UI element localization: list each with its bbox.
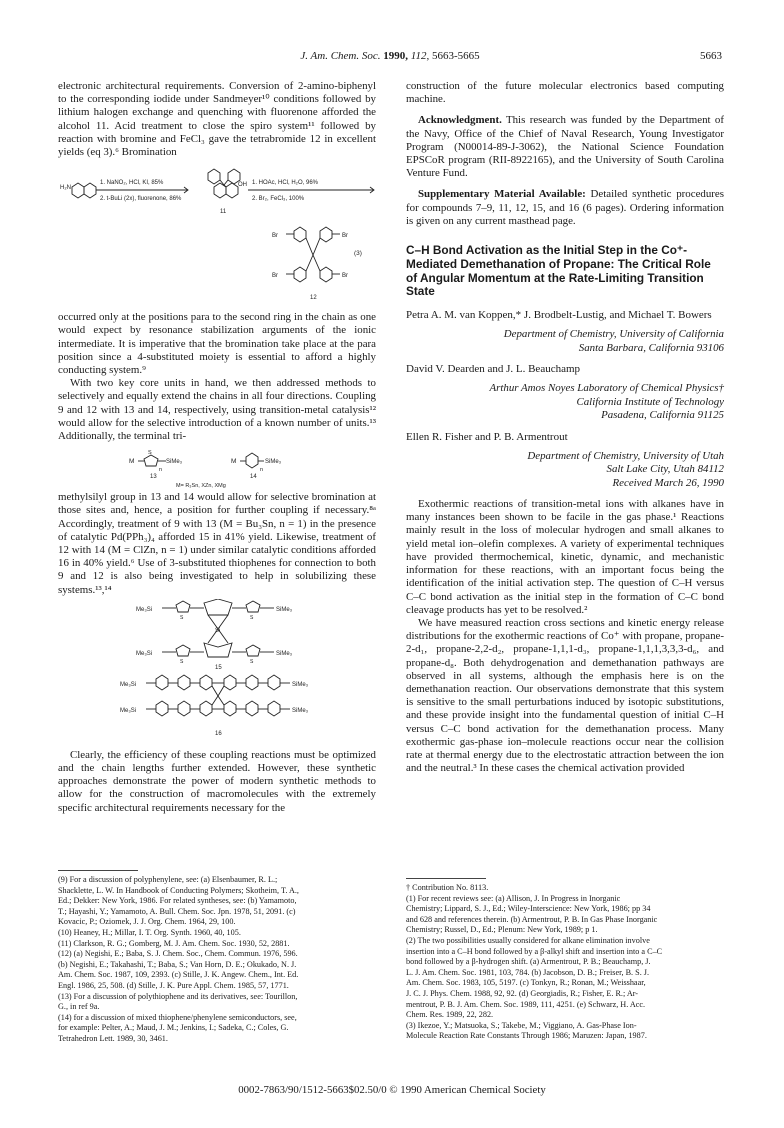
left-para-5: Clearly, the efficiency of these coupling reactions must be optimized and the chain lengths further extended. However, these synthetic approaches demonstrate the power of modern synthetic methods to allow for the construction of macromolecules with the extremely specific architectural requirements necessary for the [58,748,376,814]
footnote-line: mentrout, P. B. J. Am. Chem. Soc. 1989, 111, 4251. (e) Schwarz, H. Acc. [406,999,646,1009]
left-para-2: occurred only at the positions para to the second ring in the chain as one would expect by resonance stabilization arguments of the ionic intermediate. It is imperative that the bromination take place at the para position since a 4-substituted moiety is essential to afford a highly conducting system.⁹ [58,311,376,377]
tetrabromide-12 [58,219,376,311]
page-footer: 0002-7863/90/1512-5663$02.50/0 © 1990 American Chemical Society [238,1084,546,1096]
acknowledgment [406,114,724,180]
affiliation-1 [406,328,724,355]
affil2-line-a: Arthur Amos Noyes Laboratory of Chemical Physics† [489,382,724,395]
footnote-line: (3) Ikezoe, Y.; Matsuoka, S.; Takebe, M.; Viggiano, A. Gas-Phase Ion- [406,1020,637,1030]
footnote-line: (1) For recent reviews see: (a) Allison, J. In Progress in Inorganic [406,893,621,903]
oh-label: OH [238,182,247,189]
m-label-13: M [129,458,135,466]
footnote-line: Chemistry; Russel, D., Ed.; Plenum: New York, 1989; p 1. [406,925,598,935]
m-definition: M= R₃Sn, XZn, XMg [176,483,226,490]
footnote-line: Chemistry; Lippard, S. J., Ed.; Wiley-Interscience: New York, 1986; pp 34 [406,904,651,914]
footnote-line: Chem. Res. 1989, 22, 282. [406,1010,494,1020]
structures-drawing [58,599,376,747]
journal-citation: J. Am. Chem. Soc. 1990, 112, 5663-5665 [300,50,480,62]
ack-text: This research was funded by the Department of the Navy, Office of the Chief of Naval Research, Young Investigator Program (N00014-89-J-3062), the National Science Foundation EPSCoR program (RII-8922165), and the University of South Carolina Venture Fund. [406,114,724,180]
supp-label: Supplementary Material Available: [418,188,586,201]
page-number: 5663 [700,50,722,62]
footnote-line: insertion into a C–H bond followed by a β-alkyl shift and insertion into a C–C [406,946,663,956]
sime3-label-16b: SiMe₃ [292,707,309,714]
footnote-line: (9) For a discussion of polyphenylene, see: (a) Elsenbaumer, R. L.; [58,875,278,884]
footnote-line: bond followed by a β-hydrogen shift. (a) Armentrout, P. B.; Beauchamp, J. [406,957,651,967]
affil2-line-b: California Institute of Technology [576,395,724,408]
structure-15-16 [58,599,376,747]
tetrabromide-drawing [58,219,376,311]
left-para-3: With two key core units in hand, we then addressed methods to selectively and equally extend the chains in all four directions. Coupling 9 and 12 with 13 and 14, respectively, using transition-metal catalysis¹² would allow for the selective introduction of a known number of units.¹³ Additionally, the terminal tri- [58,377,376,443]
left-para-4: methylsilyl group in 13 and 14 would allow for selective bromination at those sites and, hence, a position for further coupling if necessary.⁸ᵃ Accordingly, treatment of 9 with 13 (M = Bu₃Sn, n = 1) in the presence of catalytic Pd(PPh₃)₄ afforded 15 in 41% yield. Likewise, treatment of 12 with 14 (M = ClZn, n = 1) under similar catalytic conditions afforded 16 in 40% yield.⁶ Use of 3-substituted thiophenes for connection to both 9 and 12 is also being investigated to help in solubilizing these systems.¹³,¹⁴ [58,491,376,596]
footnote-line: (b) Negishi, E.; Takahashi, T.; Baba, S.; Van Horn, D. E.; Okukado, N. J. [58,959,297,969]
step1b-label: 2. t-BuLi (2x), fluorenone, 86% [100,196,182,203]
right-footnotes [406,883,724,1042]
reaction-scheme [58,163,376,217]
left-footnotes [58,875,376,1045]
m-label-14: M [231,458,237,466]
footnote-line: T.; Hayashi, Y.; Yamamoto, A. Bull. Chem. Soc. Jpn. 1978, 51, 2091. (c) [58,906,296,916]
footnote-line: L. J. Am. Chem. Soc. 1981, 103, 784. (b) Jacobson, D. B.; Freiser, B. S. J. [406,967,650,977]
supplementary-material [406,188,724,228]
me3si-label-16a: Me₃Si [120,681,137,688]
footnote-line: † Contribution No. 8113. [406,883,489,892]
footnote-line: Shacklette, L. W. In Handbook of Conducting Polymers; Skotheim, T. A., [58,885,299,895]
right-column [406,80,724,775]
equation-number: (3) [354,250,362,258]
sime3-label-15b: SiMe₃ [276,650,293,657]
affiliation-2 [406,382,724,422]
footnote-rule-left [58,870,138,871]
footnote-line: and 628 and references therein. (b) Armentrout, P. B. In Gas Phase Inorganic [406,914,658,924]
ack-label: Acknowledgment. [418,114,502,127]
footnote-line: (13) For a discussion of polythiophene and its derivatives, see: Tourillon, [58,991,298,1001]
authors-3: Ellen R. Fisher and P. B. Armentrout [406,430,568,443]
br-label-3: Br [272,273,278,280]
br-label-1: Br [272,233,278,240]
received-date: Received March 26, 1990 [612,476,724,489]
label-11: 11 [220,209,227,216]
footnote-line: Am. Chem. Soc. 1987, 109, 2393. (c) Stille, J. K. Angew. Chem., Int. Ed. [58,970,299,980]
step1a-label: 1. NaNO₂, HCl, KI, 85% [100,180,164,187]
right-para-1: construction of the future molecular electronics based computing machine. [406,80,724,106]
affil3-line-a: Department of Chemistry, University of Utah [527,449,724,462]
step2a-label: 1. HOAc, HCl, H₂O, 96% [252,180,319,187]
affil2-line-c: Pasadena, California 91125 [601,409,724,422]
n-label-14: n [260,467,264,474]
label-14: 14 [250,474,257,481]
article-title: C–H Bond Activation as the Initial Step in the Co⁺-Mediated Demethanation of Propane: The Critical Role of Angular Momentum at the Rate-Limiting Transition State [406,243,711,299]
affil1-line-a: Department of Chemistry, University of California [503,328,724,341]
sime3-label-14: SiMe₃ [265,459,282,466]
footnote-line: Am. Chem. Soc. 1983, 105, 5197. (c) Tonkyn, R.; Ronan, M.; Weisshaar, [406,978,646,988]
nh2-label: H₂N [60,185,71,192]
footnote-line: (11) Clarkson, R. G.; Gomberg, M. J. Am. Chem. Soc. 1930, 52, 2881. [58,938,290,948]
br-label-2: Br [342,233,348,240]
br-label-4: Br [342,273,348,280]
left-para-1: electronic architectural requirements. Conversion of 2-amino-biphenyl to the corresponding iodide under Sandmeyer¹⁰ conditions followed by lithium halogen exchange and quenching with fluorenone afforded the alcohol 11. Acid treatment to close the spiro system¹¹ followed by reaction with bromine and FeCl₃ gave the tetrabromide 12 in excellent yields (eq 3).⁶ Bromination [58,80,376,159]
footnote-line: for example: Pelter, A.; Maud, J. M.; Jenkins, I.; Sadeka, C.; Coles, G. [58,1023,289,1033]
reagents-drawing [58,445,376,489]
footnote-line: (14) for a discussion of mixed thiophene/phenylene semiconductors, see, [58,1012,297,1022]
s-label-15c: S [180,658,184,665]
footnote-line: Tetrahedron Lett. 1989, 30, 3461. [58,1033,168,1043]
left-column [58,80,376,815]
footnote-rule-right [406,878,486,879]
authors-2: David V. Dearden and J. L. Beauchamp [406,363,581,376]
scheme-drawing [58,163,376,217]
right-body-2: We have measured reaction cross sections and kinetic energy release distributions for the exothermic reactions of Co⁺ with propane, propane-2-d₁, propane-2,2-d₂, propane-1,1,1-d₃, propane-1,1,1,3,3,3-d₆, and propane-d₈. Both dehydrogenation and demethanation pathways are observed in all systems, although the emphasis here is on the demethanation reaction. Our observations demonstrate that this system is sensitive to the small perturbations induced by isotopic substitutions, and these provide insight into the fundamental question of initial C–H versus C–C bond activation for the demethanation process. Many exothermic gas-phase ion–molecule reactions occur near the collision rate at thermal energy due to the electrostatic attraction between the ion and the neutral.³ In these cases the chemical activation provided [406,616,724,775]
step2b-label: 2. Br₂, FeCl₃, 100% [252,196,305,203]
footnote-line: G., in ref 9a. [58,1002,100,1012]
label-13: 13 [150,474,157,481]
label-15: 15 [215,664,222,671]
si-label-15: Si [215,627,221,634]
me3si-label-15b: Me₃Si [136,650,153,657]
footnote-line: (2) The two possibilities usually considered for alkane elimination involve [406,935,650,945]
sime3-label-16a: SiMe₃ [292,681,309,688]
s-label-15d: S [250,658,254,665]
footnote-line: J. C. J. Phys. Chem. 1988, 92, 92. (d) Georgiadis, R.; Fisher, E. R.; Ar- [406,988,639,998]
me3si-label-16b: Me₃Si [120,707,137,714]
footnote-line: (10) Heaney, H.; Millar, I. T. Org. Synth. 1960, 40, 105. [58,927,241,937]
affil1-line-b: Santa Barbara, California 93106 [578,341,724,354]
label-16: 16 [215,730,222,737]
footnote-line: Kovacic, P.; Oziomek, J. J. Org. Chem. 1964, 29, 100. [58,917,236,927]
authors-1: Petra A. M. van Koppen,* J. Brodbelt-Lustig, and Michael T. Bowers [406,309,712,322]
footnote-line: Molecule Reaction Rate Constants Through 1986; Maruzen: Japan, 1987. [406,1031,647,1041]
affil3-line-b: Salt Lake City, Utah 84112 [606,463,724,476]
s-label-13: S [148,450,152,457]
footnote-line: Ed.; Dekker: New York, 1986. For related syntheses, see: (b) Yamamoto, [58,896,297,906]
running-header [58,50,722,66]
s-label-15b: S [250,614,254,621]
footnote-line: (12) (a) Negishi, E.; Baba, S. J. Chem. Soc., Chem. Commun. 1976, 596. [58,949,298,959]
affiliation-3 [406,450,724,490]
s-label-15a: S [180,614,184,621]
n-label-13: n [159,467,163,474]
right-body-1: Exothermic reactions of transition-metal ions with alkanes have in many instances been shown to be facile in the gas phase.¹ Reactions mainly result in the loss of molecular hydrogen and small alkanes to yield metal ion–olefin complexes. A variety of experimental techniques have provided thermochemical, kinetic, dynamic, and mechanistic information for these reactions, with an important focus being the identification of the initial activation step. The question of C–H versus C–C bond activation as the initial step in the formation of C–C bond cleavage products has yet to be resolved.² [406,498,724,616]
me3si-label-15a: Me₃Si [136,606,153,613]
supp-text: Detailed synthetic procedures for compounds 7–9, 11, 12, 15, and 16 (6 pages). Ordering information is given on any current masthead page. [406,188,725,227]
label-12: 12 [310,295,317,302]
reagents-13-14 [58,445,376,489]
sime3-label-15a: SiMe₃ [276,606,293,613]
footnote-line: Engl. 1986, 25, 508. (d) Stille, J. K. Pure Appl. Chem. 1985, 57, 1771. [58,980,289,990]
sime3-label-13: SiMe₃ [166,459,183,466]
